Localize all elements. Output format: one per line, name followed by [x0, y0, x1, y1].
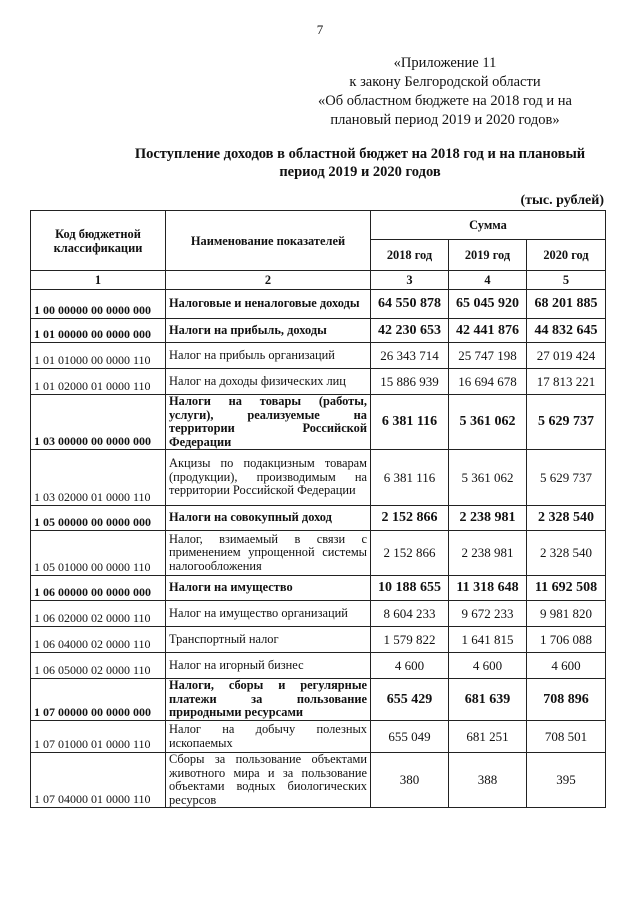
revenue-table	[30, 210, 606, 808]
row-value-2020-cell: 1 706 088	[527, 627, 606, 653]
header-year-2020: 2020 год	[527, 240, 606, 271]
row-code-cell: 1 01 00000 00 0000 000	[31, 319, 166, 343]
table-row	[31, 343, 606, 369]
header-code: Код бюджетной классификации	[31, 211, 166, 271]
row-code-cell: 1 07 01000 01 0000 110	[31, 721, 166, 753]
row-value-2019-cell: 5 361 062	[449, 395, 527, 450]
row-code-cell: 1 06 00000 00 0000 000	[31, 576, 166, 601]
row-code-cell: 1 06 04000 02 0000 110	[31, 627, 166, 653]
row-name-cell: Акцизы по подакцизным товарам (продукции), производимым на территории Российской Федерации	[166, 450, 371, 506]
header-sum: Сумма	[371, 211, 606, 240]
row-value-2020-cell: 708 896	[527, 679, 606, 721]
column-number: 5	[527, 271, 606, 290]
row-name-cell: Налог на добычу полезных ископаемых	[166, 721, 371, 753]
table-row	[31, 531, 606, 576]
row-value-2019-cell: 681 639	[449, 679, 527, 721]
row-value-2019-cell: 5 361 062	[449, 450, 527, 506]
row-name-cell: Налог, взимаемый в связи с применением упрощенной системы налогообложения	[166, 531, 371, 576]
row-value-2018-cell: 6 381 116	[371, 395, 449, 450]
row-value-2019-cell: 65 045 920	[449, 290, 527, 319]
row-value-2018-cell: 1 579 822	[371, 627, 449, 653]
table-row	[31, 576, 606, 601]
appendix-line: «Об областном бюджете на 2018 год и на	[318, 93, 572, 109]
row-value-2019-cell: 2 238 981	[449, 531, 527, 576]
row-value-2020-cell: 17 813 221	[527, 369, 606, 395]
row-name-cell: Налог на игорный бизнес	[166, 653, 371, 679]
row-value-2020-cell: 5 629 737	[527, 450, 606, 506]
table-row	[31, 753, 606, 808]
appendix-line: к закону Белгородской области	[349, 74, 541, 90]
row-name-cell: Налоговые и неналоговые доходы	[166, 290, 371, 319]
row-value-2019-cell: 11 318 648	[449, 576, 527, 601]
table-row	[31, 506, 606, 531]
row-name-cell: Транспортный налог	[166, 627, 371, 653]
row-value-2018-cell: 4 600	[371, 653, 449, 679]
table-row	[31, 450, 606, 506]
table-row	[31, 290, 606, 319]
row-code-cell: 1 06 05000 02 0000 110	[31, 653, 166, 679]
row-value-2018-cell: 64 550 878	[371, 290, 449, 319]
row-name-cell: Налог на имущество организаций	[166, 601, 371, 627]
table-row	[31, 721, 606, 753]
row-value-2019-cell: 681 251	[449, 721, 527, 753]
header-year-2019: 2019 год	[449, 240, 527, 271]
row-code-cell: 1 00 00000 00 0000 000	[31, 290, 166, 319]
row-code-cell: 1 05 00000 00 0000 000	[31, 506, 166, 531]
row-code-cell: 1 03 00000 00 0000 000	[31, 395, 166, 450]
row-code-cell: 1 07 04000 01 0000 110	[31, 753, 166, 808]
row-value-2018-cell: 2 152 866	[371, 506, 449, 531]
table-row	[31, 369, 606, 395]
row-value-2019-cell: 16 694 678	[449, 369, 527, 395]
column-number: 3	[371, 271, 449, 290]
table-row	[31, 601, 606, 627]
row-value-2020-cell: 5 629 737	[527, 395, 606, 450]
row-value-2020-cell: 11 692 508	[527, 576, 606, 601]
row-name-cell: Налоги, сборы и регулярные платежи за пользование природными ресурсами	[166, 679, 371, 721]
row-value-2018-cell: 8 604 233	[371, 601, 449, 627]
row-value-2019-cell: 25 747 198	[449, 343, 527, 369]
row-value-2019-cell: 2 238 981	[449, 506, 527, 531]
row-value-2020-cell: 2 328 540	[527, 506, 606, 531]
row-value-2019-cell: 9 672 233	[449, 601, 527, 627]
table-row	[31, 395, 606, 450]
column-number-row	[31, 271, 606, 290]
row-value-2020-cell: 395	[527, 753, 606, 808]
row-value-2020-cell: 4 600	[527, 653, 606, 679]
row-code-cell: 1 06 02000 02 0000 110	[31, 601, 166, 627]
table-row	[31, 319, 606, 343]
title-line: Поступление доходов в областной бюджет на 2018 год и на плановый	[134, 146, 586, 162]
page-number: 7	[316, 22, 324, 37]
appendix-line: плановый период 2019 и 2020 годов»	[330, 112, 560, 128]
row-value-2020-cell: 708 501	[527, 721, 606, 753]
document-title	[100, 145, 620, 181]
column-number: 1	[31, 271, 166, 290]
row-value-2018-cell: 380	[371, 753, 449, 808]
column-number: 2	[166, 271, 371, 290]
header-year-2018: 2018 год	[371, 240, 449, 271]
table-row	[31, 653, 606, 679]
title-line: период 2019 и 2020 годов	[279, 164, 441, 180]
appendix-header	[300, 54, 590, 130]
row-value-2019-cell: 388	[449, 753, 527, 808]
row-value-2018-cell: 655 429	[371, 679, 449, 721]
row-name-cell: Налог на прибыль организаций	[166, 343, 371, 369]
row-value-2018-cell: 2 152 866	[371, 531, 449, 576]
row-value-2018-cell: 10 188 655	[371, 576, 449, 601]
row-name-cell: Налоги на товары (работы, услуги), реализуемые на территории Российской Федерации	[166, 395, 371, 450]
row-name-cell: Налоги на имущество	[166, 576, 371, 601]
header-name: Наименование показателей	[166, 211, 371, 271]
row-code-cell: 1 07 00000 00 0000 000	[31, 679, 166, 721]
row-name-cell: Налоги на совокупный доход	[166, 506, 371, 531]
row-value-2020-cell: 68 201 885	[527, 290, 606, 319]
row-value-2019-cell: 4 600	[449, 653, 527, 679]
row-value-2020-cell: 44 832 645	[527, 319, 606, 343]
table-row	[31, 679, 606, 721]
row-value-2018-cell: 26 343 714	[371, 343, 449, 369]
row-value-2018-cell: 6 381 116	[371, 450, 449, 506]
row-code-cell: 1 01 02000 01 0000 110	[31, 369, 166, 395]
column-number: 4	[449, 271, 527, 290]
row-code-cell: 1 05 01000 00 0000 110	[31, 531, 166, 576]
row-value-2020-cell: 2 328 540	[527, 531, 606, 576]
row-code-cell: 1 03 02000 01 0000 110	[31, 450, 166, 506]
appendix-line: «Приложение 11	[393, 55, 497, 71]
table-row	[31, 627, 606, 653]
row-name-cell: Налог на доходы физических лиц	[166, 369, 371, 395]
row-code-cell: 1 01 01000 00 0000 110	[31, 343, 166, 369]
row-value-2018-cell: 42 230 653	[371, 319, 449, 343]
row-name-cell: Налоги на прибыль, доходы	[166, 319, 371, 343]
row-value-2019-cell: 1 641 815	[449, 627, 527, 653]
row-value-2020-cell: 9 981 820	[527, 601, 606, 627]
row-name-cell: Сборы за пользование объектами животного мира и за пользование объектами водных биологических ресурсов	[166, 753, 371, 808]
row-value-2018-cell: 15 886 939	[371, 369, 449, 395]
units-label: (тыс. рублей)	[520, 193, 604, 208]
row-value-2018-cell: 655 049	[371, 721, 449, 753]
row-value-2019-cell: 42 441 876	[449, 319, 527, 343]
row-value-2020-cell: 27 019 424	[527, 343, 606, 369]
